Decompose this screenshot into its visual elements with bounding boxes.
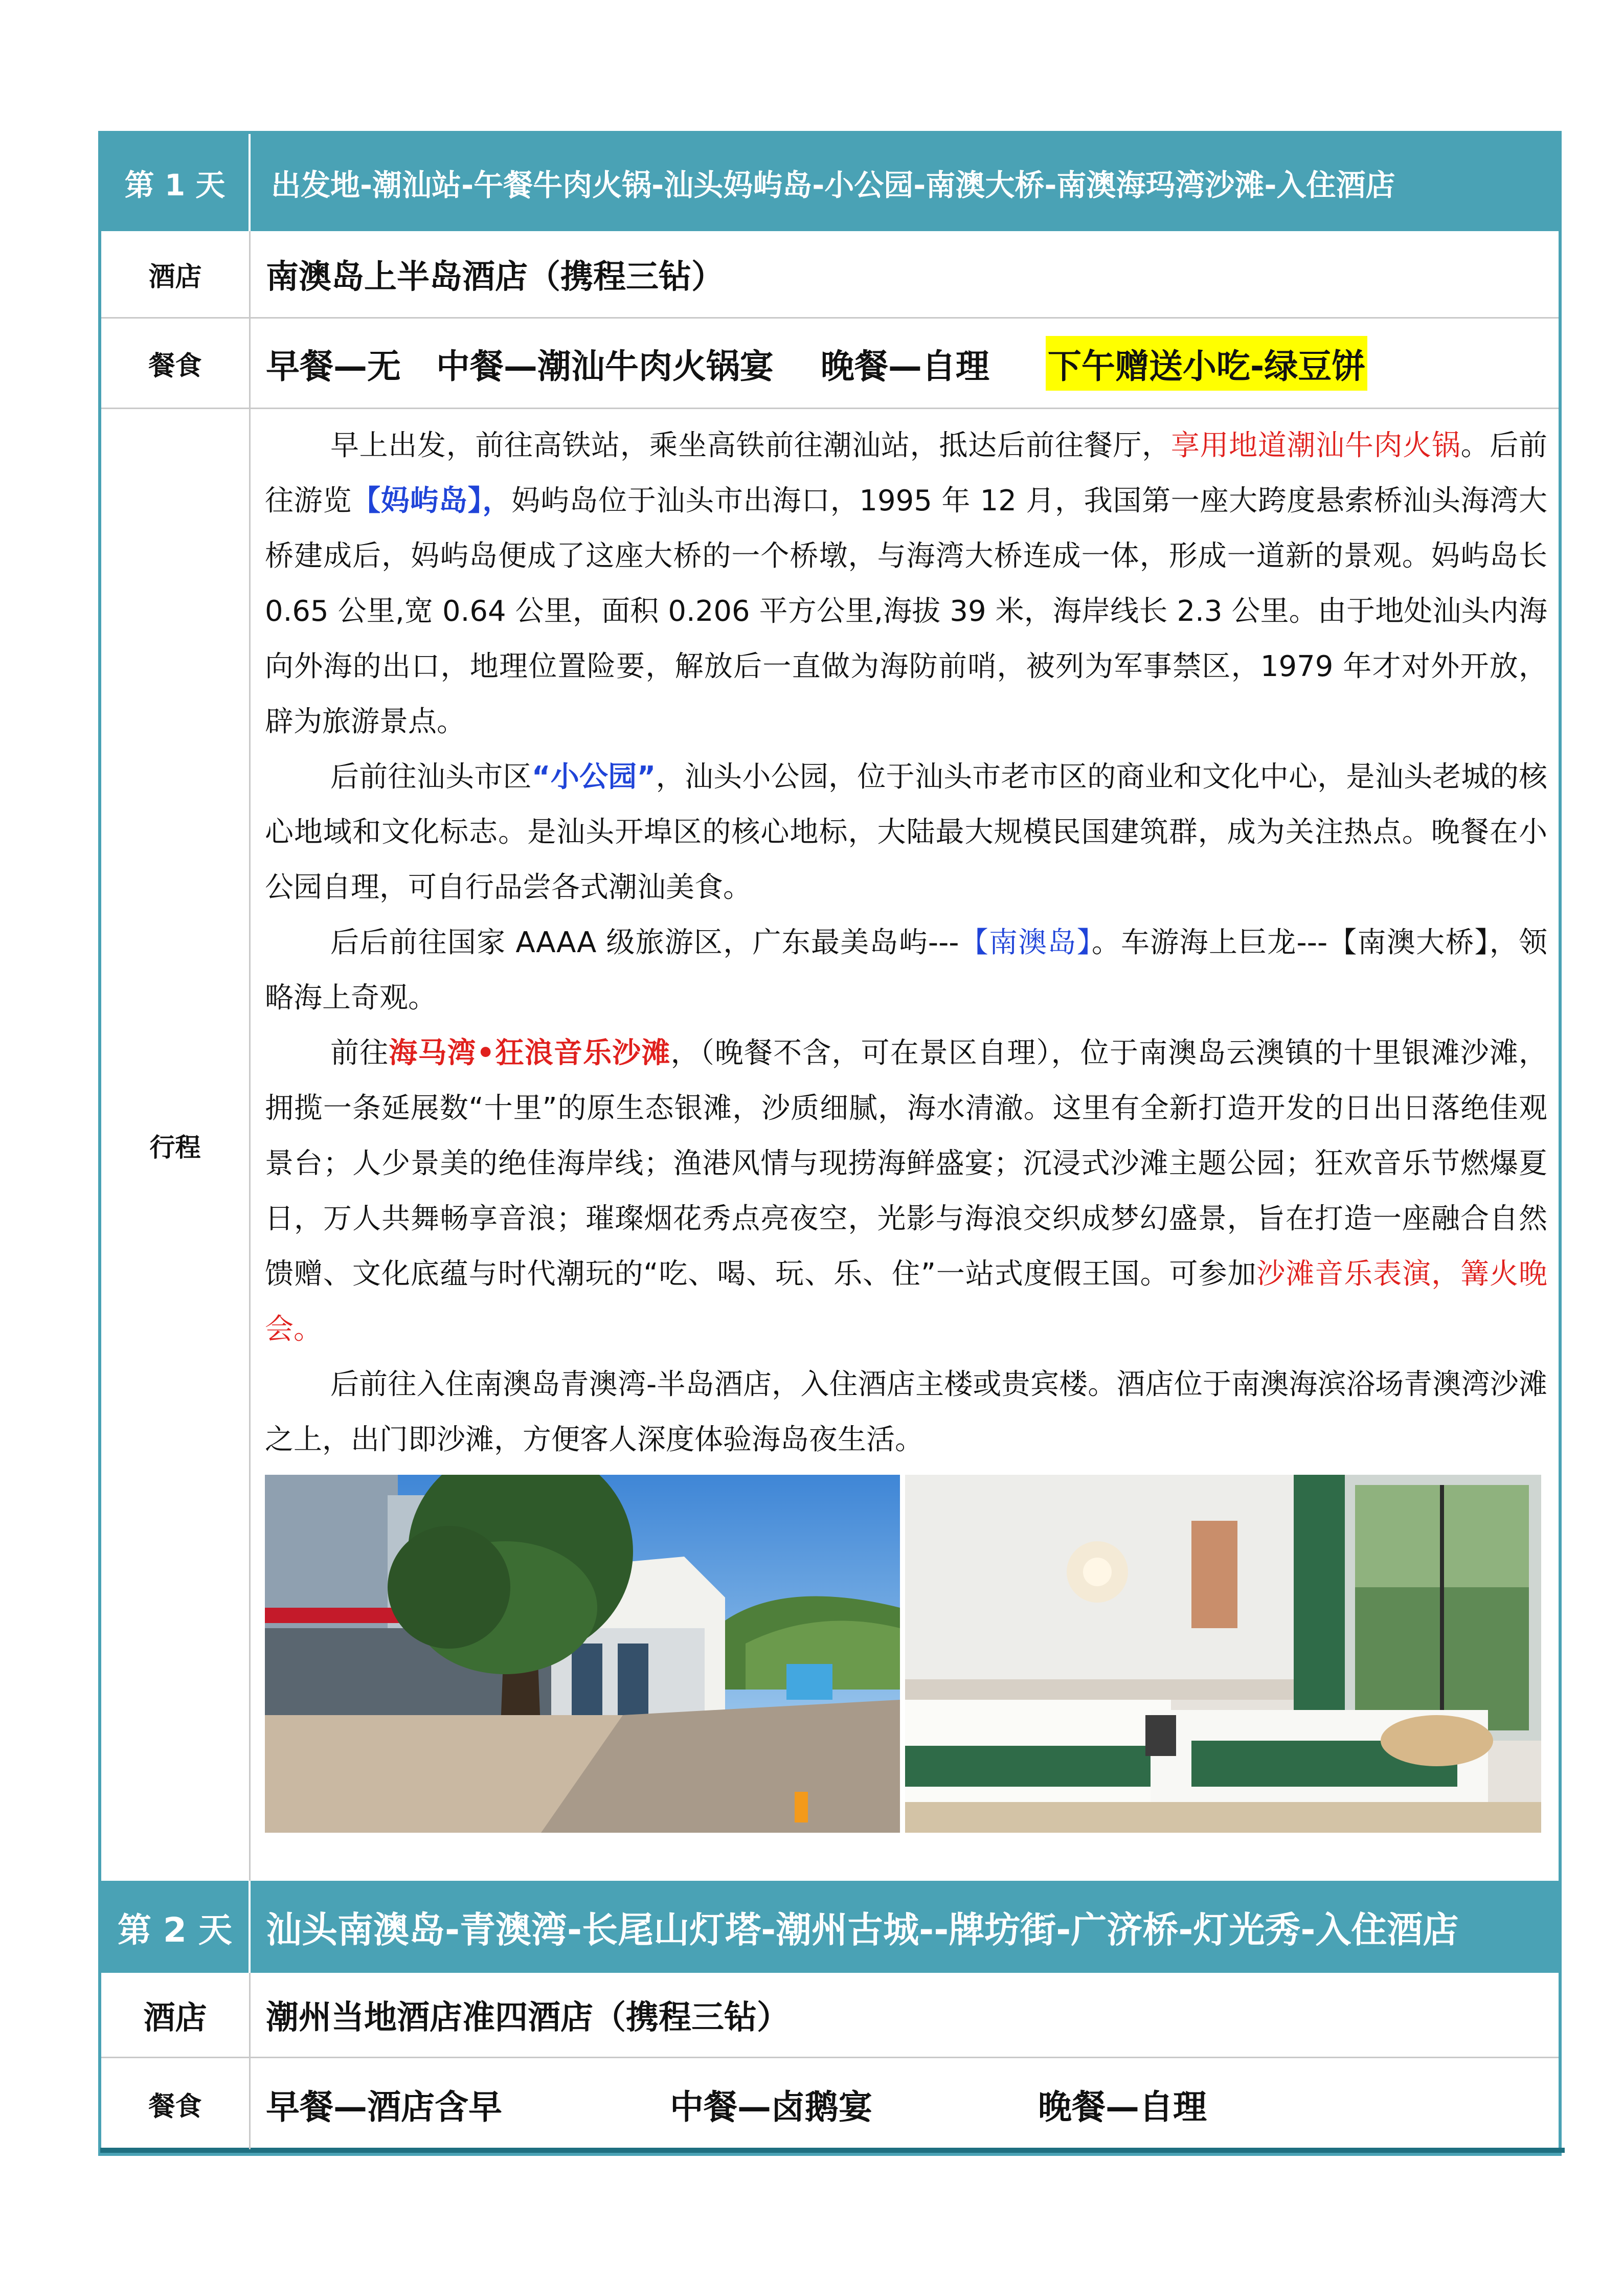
day1-meals-row [101, 319, 1559, 408]
day1-label: 第 1 天 [101, 134, 251, 231]
day1-itinerary-label: 行程 [101, 409, 251, 1882]
hotel-room-photo [905, 1475, 1541, 1833]
day2-hotel-label: 酒店 [101, 1973, 251, 2057]
day1-itinerary-text [265, 418, 1547, 1468]
day2-meals-value [251, 2058, 1559, 2149]
day2-hotel-value: 潮州当地酒店准四酒店（携程三钻） [266, 1999, 790, 2037]
day1-snack-highlight: 下午赠送小吃-绿豆饼 [1046, 336, 1367, 391]
day1-route: 出发地-潮汕站-午餐牛肉火锅-汕头妈屿岛-小公园-南澳大桥-南澳海玛湾沙滩-入住酒店 [271, 168, 1395, 202]
day1-hotel-value: 南澳岛上半岛酒店（携程三钻） [266, 258, 724, 296]
paragraph-mayu-island: 早上出发，前往高铁站，乘坐高铁前往潮汕站，抵达后前往餐厅，享用地道潮汕牛肉火锅。后前往游览【妈屿岛】，妈屿岛位于汕头市出海口，1995 年 12 月，我国第一座大跨度悬索桥汕头海湾大桥建成后，妈屿岛便成了这座大桥的一个桥墩，与海湾大桥连成一体，形成一道新的景观。妈屿岛长 0.65 公里,宽 0.64 公里，面积 0.206 平方公里,海拔 39 米，海岸线长 2.3 公里。由于地处汕头内海向外海的出口，地理位置险要，解放后一直做为海防前哨，被列为军事禁区，1979 年才对外开放，辟为旅游景点。 [265, 429, 1548, 738]
day1-meals-text: 早餐—无 中餐—潮汕牛肉火锅宴 晚餐—自理 [266, 346, 989, 386]
day2-dinner: 晚餐—自理 [1038, 2087, 1207, 2127]
day1-header-row [101, 134, 1559, 231]
day2-label: 第 2 天 [101, 1881, 251, 1973]
day2-lunch: 中餐—卤鹅宴 [670, 2087, 872, 2127]
paragraph-hotel-checkin: 后前往入住南澳岛青澳湾-半岛酒店，入住酒店主楼或贵宾楼。酒店位于南澳海滨浴场青澳湾沙滩之上，出门即沙滩，方便客人深度体验海岛夜生活。 [265, 1368, 1547, 1456]
paragraph-nanao-island: 后后前往国家 AAAA 级旅游区，广东最美岛屿---【南澳岛】。车游海上巨龙---【南澳大桥】，领略海上奇观。 [265, 926, 1548, 1015]
day2-meals-label: 餐食 [101, 2058, 251, 2149]
day2-header-row [101, 1881, 1559, 1973]
hotel-exterior-photo [265, 1475, 900, 1833]
day1-hotel-label: 酒店 [101, 231, 251, 317]
paragraph-small-park: 后前往汕头市区“小公园”，汕头小公园，位于汕头市老市区的商业和文化中心，是汕头老城的核心地域和文化标志。是汕头开埠区的核心地标，大陆最大规模民国建筑群，成为关注热点。晚餐在小公园自理，可自行品尝各式潮汕美食。 [265, 760, 1548, 904]
day1-meals-value [251, 319, 1559, 408]
day1-hotel-row [101, 231, 1559, 317]
paragraph-haima-bay: 前往海马湾•狂浪音乐沙滩，（晚餐不含，可在景区自理），位于南澳岛云澳镇的十里银滩沙滩，拥揽一条延展数“十里”的原生态银滩，沙质细腻，海水清澈。这里有全新打造开发的日出日落绝佳观景台；人少景美的绝佳海岸线；渔港风情与现捞海鲜盛宴；沉浸式沙滩主题公园；狂欢音乐节燃爆夏日，万人共舞畅享音浪；璀璨烟花秀点亮夜空，光影与海浪交织成梦幻盛景，旨在打造一座融合自然馈赠、文化底蕴与时代潮玩的“吃、喝、玩、乐、住”一站式度假王国。可参加沙滩音乐表演，篝火晚会。 [265, 1037, 1548, 1346]
day1-meals-label: 餐食 [101, 319, 251, 408]
day2-route: 汕头南澳岛-青澳湾-长尾山灯塔-潮州古城--牌坊街-广济桥-灯光秀-入住酒店 [266, 1908, 1459, 1951]
day2-hotel-row [101, 1973, 1559, 2057]
day2-breakfast: 早餐—酒店含早 [266, 2087, 502, 2127]
day2-meals-row [101, 2058, 1559, 2149]
